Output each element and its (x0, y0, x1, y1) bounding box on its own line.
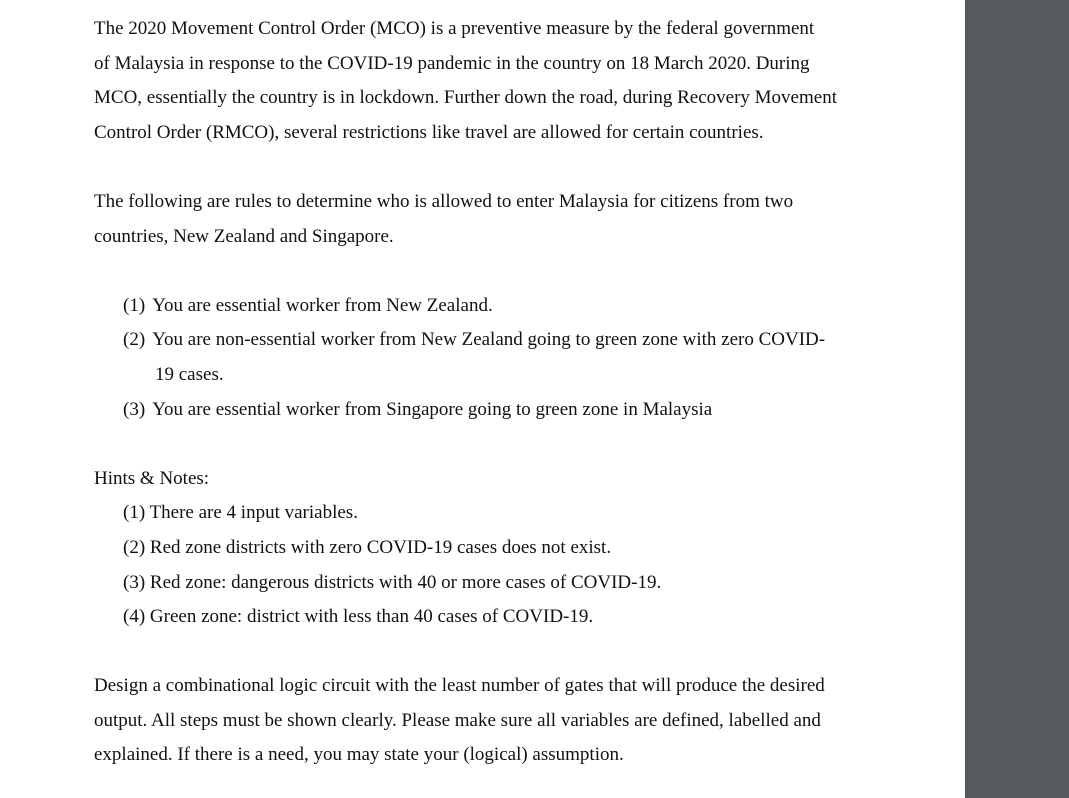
intro-line-4: Control Order (RMCO), several restrictions like travel are allowed for certain countries. (94, 121, 764, 143)
intro-line-2: of Malaysia in response to the COVID-19 pandemic in the country on 18 March 2020. During (94, 52, 810, 74)
rule-text: You are essential worker from Singapore going to green zone in Malaysia (152, 398, 713, 420)
rule-number: (1) (123, 294, 146, 316)
hint-item: (3) Red zone: dangerous districts with 40 or more cases of COVID-19. (123, 571, 662, 593)
rule-item (94, 289, 860, 324)
rule-number: (2) (123, 329, 146, 351)
rule-text-continuation: 19 cases. (155, 363, 224, 385)
intro-line-3: MCO, essentially the country is in lockdown. Further down the road, during Recovery Movement (94, 87, 837, 109)
page-content (94, 12, 860, 773)
hint-item: (2) Red zone districts with zero COVID-19 cases does not exist. (123, 536, 612, 558)
rules-intro-paragraph (94, 185, 860, 254)
hints-section (94, 462, 860, 635)
rules-intro-line-1: The following are rules to determine who is allowed to enter Malaysia for citizens from two (94, 190, 794, 212)
rule-item (94, 393, 860, 428)
intro-paragraph (94, 12, 860, 150)
rule-number: (3) (123, 398, 146, 420)
rule-item (94, 323, 860, 392)
rules-intro-line-2: countries, New Zealand and Singapore. (94, 225, 394, 247)
rules-list (94, 289, 860, 427)
hints-title: Hints & Notes: (94, 467, 210, 489)
rule-text: You are non-essential worker from New Zealand going to green zone with zero COVID- (152, 329, 826, 351)
hint-item: (4) Green zone: district with less than 40 cases of COVID-19. (123, 606, 594, 628)
intro-line-1: The 2020 Movement Control Order (MCO) is a preventive measure by the federal government (94, 18, 815, 39)
hints-list (94, 496, 860, 634)
task-line-1: Design a combinational logic circuit with the least number of gates that will produce the desired (94, 675, 825, 697)
task-paragraph (94, 669, 860, 773)
hint-item: (1) There are 4 input variables. (123, 502, 358, 524)
viewer-side-panel (965, 0, 1069, 798)
task-line-2: output. All steps must be shown clearly. Please make sure all variables are defined, labelled and (94, 709, 821, 731)
rule-text: You are essential worker from New Zealand. (152, 294, 493, 316)
task-line-3: explained. If there is a need, you may state your (logical) assumption. (94, 744, 624, 766)
